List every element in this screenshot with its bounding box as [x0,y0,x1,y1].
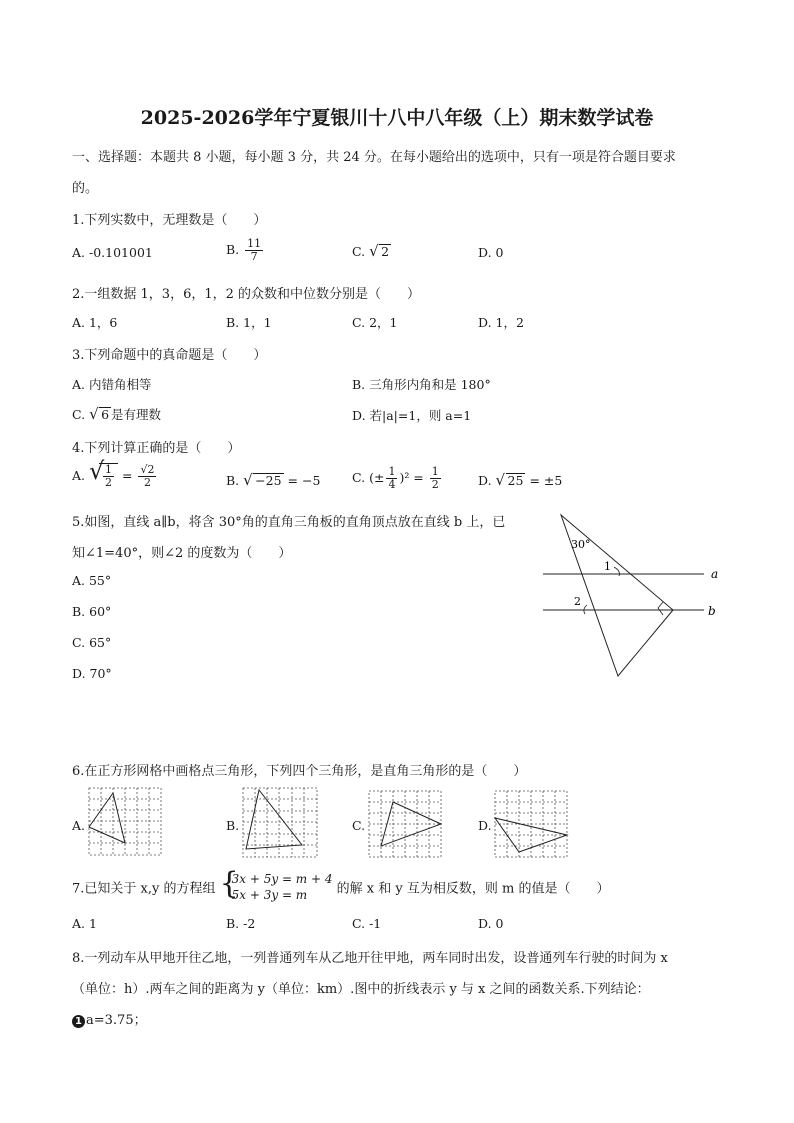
sqrt-expression [243,473,283,488]
q6-stem: 6.在正方形网格中画格点三角形，下列四个三角形，是直角三角形的是（ ） [72,764,527,779]
equation-1: 3x + 5y = m + 4 [231,872,333,886]
option-label: A. [72,245,86,260]
radical-sign-icon: √ [243,471,253,489]
result-text: = −5 [287,473,321,488]
fraction [103,464,114,489]
q3-option-c [72,405,161,423]
q5-stem: 5.如图，直线 a∥b，将含 30°角的直角三角板的直角顶点放在直线 b 上，已 [72,515,506,530]
fraction [245,238,263,263]
radicand: −25 [255,473,282,488]
radicand: 2 [147,463,155,476]
q1-option-c [352,244,391,259]
page-title: 2025-2026学年宁夏银川十八中八年级（上）期末数学试卷 [140,107,654,129]
fraction [386,466,397,491]
q4-option-b [226,473,320,488]
numerator: 1 [431,465,439,478]
option-label: B. [226,242,240,257]
q7-option-b: B. -2 [226,916,256,931]
option-label: A. [72,468,86,483]
option-text: -0.101001 [89,245,153,260]
option-label: C. [72,407,86,422]
expression-suffix: )² = [399,470,424,485]
section-header-cont: 的。 [72,181,99,196]
sqrt-expression [89,457,118,489]
q4-option-a [72,457,158,489]
q2-option-a: A. 1，6 [72,315,118,330]
numerator: 11 [247,237,262,250]
q5-option-c: C. 65° [72,635,112,650]
q7-stem-suffix: 的解 x 和 y 互为相反数，则 m 的值是（ ） [336,881,610,897]
q1-option-d [478,245,504,260]
denominator: 2 [105,476,112,489]
option-label: C. [352,244,366,259]
q2-option-d: D. 1，2 [478,315,524,330]
q5-stem-cont: 知∠1=40°，则∠2 的度数为（ ） [72,546,292,561]
angle2-label: 2 [574,595,581,608]
q8-conclusion-1 [72,1009,147,1028]
denominator: 7 [250,250,258,263]
q8-stem: 8.一列动车从甲地开往乙地，一列普通列车从乙地开往甲地，两车同时出发，设普通列车行驶的时间为 x [72,951,668,966]
section-header: 一、选择题：本题共 8 小题，每小题 3 分，共 24 分。在每小题给出的选项中，只有一项是符合题目要求 [72,150,676,165]
denominator: 2 [143,476,151,489]
q6-option-d-label: D. [478,818,492,833]
q1-stem: 1.下列实数中，无理数是（ ） [72,213,267,228]
circled-number-icon: 1 [72,1015,85,1028]
q3-option-a: A. 内错角相等 [72,377,152,392]
denominator: 4 [388,478,396,491]
option-label: D. [478,473,492,488]
q6-option-a-label: A. [72,818,86,833]
option-text: 0 [495,245,504,260]
q3-option-b: B. 三角形内角和是 180° [352,377,491,392]
q2-stem: 2.一组数据 1，3，6，1，2 的众数和中位数分别是（ ） [72,287,421,302]
conclusion-text: a=3.75； [86,1013,147,1028]
q2-option-b: B. 1，1 [226,315,272,330]
q7-stem-prefix: 7.已知关于 x,y 的方程组 [72,881,216,897]
radical-sign-icon: √ [89,457,105,485]
sqrt-expression [369,244,391,259]
numerator: 1 [388,465,396,478]
sqrt-expression [496,473,526,488]
q4-option-d [478,473,562,488]
radical-sign-icon: √ [495,471,506,489]
result-text: = ±5 [529,473,563,488]
line-b-label: b [708,604,716,618]
q7-stem [72,866,610,903]
option-label: C. [352,470,366,485]
q6-option-c-label: C. [352,818,366,833]
triangle-b [246,790,302,849]
q8-stem-cont: （单位：h）.两车之间的距离为 y（单位：km）.图中的折线表示 y 与 x 之间的函数关系.下列结论： [72,982,650,997]
right-angle-mark-icon [658,602,663,615]
q5-figure-diagram [540,510,730,682]
angle-30-label: 30° [571,538,591,551]
q6-option-b-label: B. [226,818,240,833]
q7-option-a: A. 1 [72,916,97,931]
radical-sign-icon: √ [140,463,148,476]
q6-grid-b [242,787,320,859]
q7-option-c: C. -1 [352,916,382,931]
equation-system [219,866,333,903]
q3-stem: 3.下列命题中的真命题是（ ） [72,348,267,363]
q6-grid-c [368,790,444,860]
q6-grid-d [494,790,570,860]
q4-option-c [352,466,443,491]
q5-option-d: D. 70° [72,666,112,681]
radical-sign-icon: √ [89,405,99,423]
option-label: D. [478,245,492,260]
grid-lines [495,791,567,857]
fraction [138,464,156,489]
numerator: 1 [105,463,112,476]
q4-stem: 4.下列计算正确的是（ ） [72,441,241,456]
grid-lines [89,788,161,855]
triangle-a [89,793,125,843]
radical-sign-icon: √ [369,242,379,260]
fraction [430,466,441,491]
expression-prefix: (± [369,470,385,485]
q7-option-d: D. 0 [478,916,504,931]
q6-grid-a [88,787,164,857]
q5-option-a: A. 55° [72,573,112,588]
brace-icon: { [219,866,239,901]
angle1-arc-icon [614,567,619,576]
radicand: 6 [101,407,110,422]
radicand: 25 [507,473,524,488]
grid-lines [369,791,441,857]
equation-2: 5x + 3y = m [231,888,308,902]
option-label: B. [226,473,240,488]
q3-option-d: D. 若|a|=1，则 a=1 [352,408,472,423]
sqrt-expression [89,407,111,422]
option-text: 是有理数 [111,407,162,422]
q5-option-b: B. 60° [72,604,112,619]
equals-sign: = [121,468,133,483]
line-a-label: a [711,567,719,581]
radicand: 2 [381,244,390,259]
q2-option-c: C. 2，1 [352,315,398,330]
q1-option-a [72,245,153,260]
denominator: 2 [431,478,439,491]
angle1-label: 1 [604,560,611,573]
q1-option-b [226,238,265,263]
